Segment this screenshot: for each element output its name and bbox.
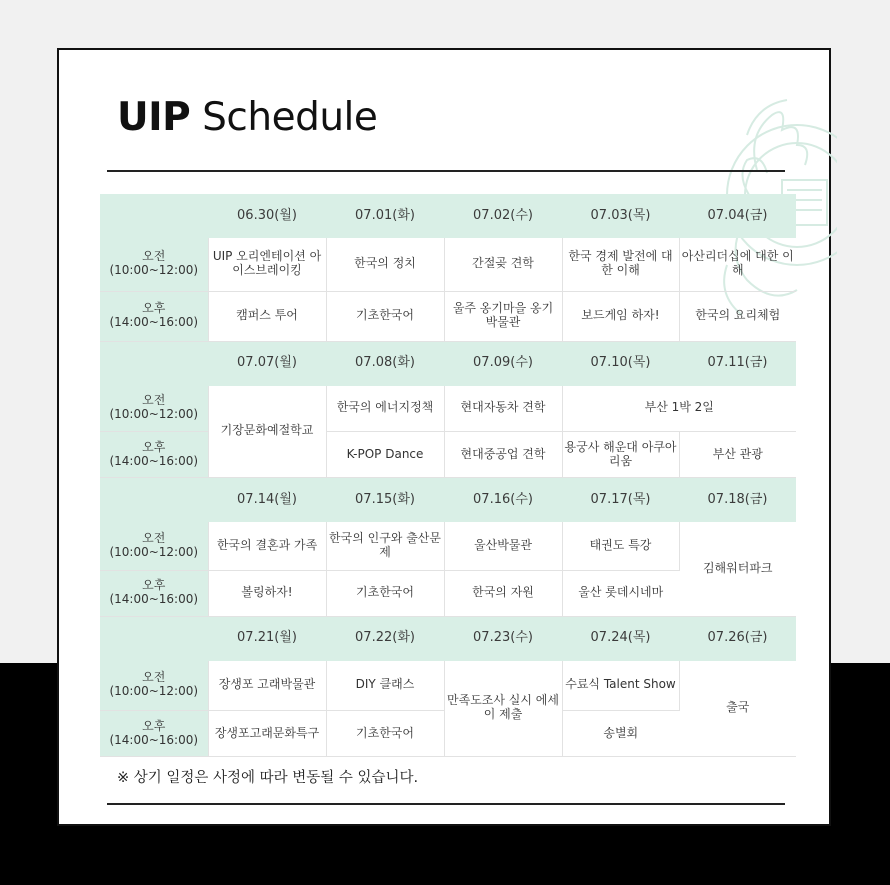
morning-row xyxy=(100,522,796,570)
afternoon-slot-label: 오후 (14:00~16:00) xyxy=(100,291,208,341)
full-day-cell: 출국 xyxy=(679,661,796,757)
schedule-cell: UIP 오리엔테이션 아이스브레이킹 xyxy=(208,238,326,291)
morning-slot-label: 오전 (10:00~12:00) xyxy=(100,386,208,432)
schedule-cell: 한국의 정치 xyxy=(326,238,444,291)
header-corner-cell xyxy=(100,341,208,386)
schedule-cell: 현대중공업 견학 xyxy=(444,432,562,478)
date-cell: 07.14(월) xyxy=(208,478,326,523)
schedule-cell: 캠퍼스 투어 xyxy=(208,291,326,341)
title-bold: UIP xyxy=(117,95,191,140)
date-header-row xyxy=(100,341,796,386)
schedule-cell: 한국 경제 발전에 대한 이해 xyxy=(562,238,679,291)
date-cell: 07.04(금) xyxy=(679,194,796,238)
header-corner-cell xyxy=(100,194,208,238)
schedule-cell: 현대자동차 견학 xyxy=(444,386,562,432)
morning-row xyxy=(100,386,796,432)
morning-slot-label: 오전 (10:00~12:00) xyxy=(100,661,208,711)
afternoon-slot-label: 오후 (14:00~16:00) xyxy=(100,711,208,757)
header-corner-cell xyxy=(100,478,208,523)
morning-slot-label: 오전 (10:00~12:00) xyxy=(100,522,208,570)
date-cell: 07.22(화) xyxy=(326,616,444,661)
date-cell: 07.01(화) xyxy=(326,194,444,238)
schedule-cell: 기초한국어 xyxy=(326,570,444,616)
date-header-row xyxy=(100,478,796,523)
footnote: ※ 상기 일정은 사정에 따라 변동될 수 있습니다. xyxy=(117,770,419,786)
date-header-row xyxy=(100,616,796,661)
date-cell: 07.17(목) xyxy=(562,478,679,523)
full-day-cell: 김해워터파크 xyxy=(679,522,796,616)
date-cell: 07.02(수) xyxy=(444,194,562,238)
afternoon-row xyxy=(100,291,796,341)
date-cell: 07.26(금) xyxy=(679,616,796,661)
date-cell: 07.08(화) xyxy=(326,341,444,386)
morning-slot-label: 오전 (10:00~12:00) xyxy=(100,238,208,291)
schedule-table xyxy=(100,194,796,757)
schedule-cell: 송별회 xyxy=(562,711,679,757)
schedule-cell: 한국의 요리체험 xyxy=(679,291,796,341)
date-cell: 07.16(수) xyxy=(444,478,562,523)
morning-row xyxy=(100,661,796,711)
schedule-cell: 한국의 자원 xyxy=(444,570,562,616)
schedule-cell: 울산박물관 xyxy=(444,522,562,570)
schedule-cell: 부산 관광 xyxy=(679,432,796,478)
schedule-cell: 간절곶 견학 xyxy=(444,238,562,291)
schedule-cell: 장생포 고래박물관 xyxy=(208,661,326,711)
date-cell: 07.07(월) xyxy=(208,341,326,386)
title-divider xyxy=(107,170,785,172)
date-cell: 07.23(수) xyxy=(444,616,562,661)
bottom-divider xyxy=(107,803,785,805)
schedule-cell: K-POP Dance xyxy=(326,432,444,478)
date-cell: 07.09(수) xyxy=(444,341,562,386)
schedule-cell: 한국의 인구와 출산문제 xyxy=(326,522,444,570)
date-cell: 07.18(금) xyxy=(679,478,796,523)
schedule-cell: 아산리더십에 대한 이해 xyxy=(679,238,796,291)
schedule-cell: 장생포고래문화특구 xyxy=(208,711,326,757)
morning-row xyxy=(100,238,796,291)
schedule-cell: 용궁사 해운대 아쿠아리움 xyxy=(562,432,679,478)
schedule-cell: 볼링하자! xyxy=(208,570,326,616)
date-cell: 07.11(금) xyxy=(679,341,796,386)
full-day-cell: 기장문화예절학교 xyxy=(208,386,326,478)
schedule-cell: 한국의 에너지정책 xyxy=(326,386,444,432)
schedule-cell: DIY 클래스 xyxy=(326,661,444,711)
title-regular: Schedule xyxy=(202,95,378,140)
schedule-cell: 기초한국어 xyxy=(326,711,444,757)
merged-wednesday-cell: 만족도조사 실시 에세이 제출 xyxy=(444,661,562,757)
date-cell: 07.24(목) xyxy=(562,616,679,661)
page-title xyxy=(117,95,378,140)
afternoon-slot-label: 오후 (14:00~16:00) xyxy=(100,570,208,616)
schedule-card xyxy=(57,48,831,826)
schedule-cell: 울산 롯데시네마 xyxy=(562,570,679,616)
afternoon-row xyxy=(100,432,796,478)
date-cell: 07.03(목) xyxy=(562,194,679,238)
date-cell: 07.15(화) xyxy=(326,478,444,523)
date-header-row xyxy=(100,194,796,238)
schedule-cell: 수료식 Talent Show xyxy=(562,661,679,711)
schedule-cell: 기초한국어 xyxy=(326,291,444,341)
schedule-cell: 울주 옹기마을 옹기 박물관 xyxy=(444,291,562,341)
date-cell: 06.30(월) xyxy=(208,194,326,238)
schedule-cell: 태권도 특강 xyxy=(562,522,679,570)
date-cell: 07.10(목) xyxy=(562,341,679,386)
schedule-cell: 보드게임 하자! xyxy=(562,291,679,341)
afternoon-slot-label: 오후 (14:00~16:00) xyxy=(100,432,208,478)
trip-cell: 부산 1박 2일 xyxy=(562,386,796,432)
header-corner-cell xyxy=(100,616,208,661)
date-cell: 07.21(월) xyxy=(208,616,326,661)
schedule-cell: 한국의 결혼과 가족 xyxy=(208,522,326,570)
